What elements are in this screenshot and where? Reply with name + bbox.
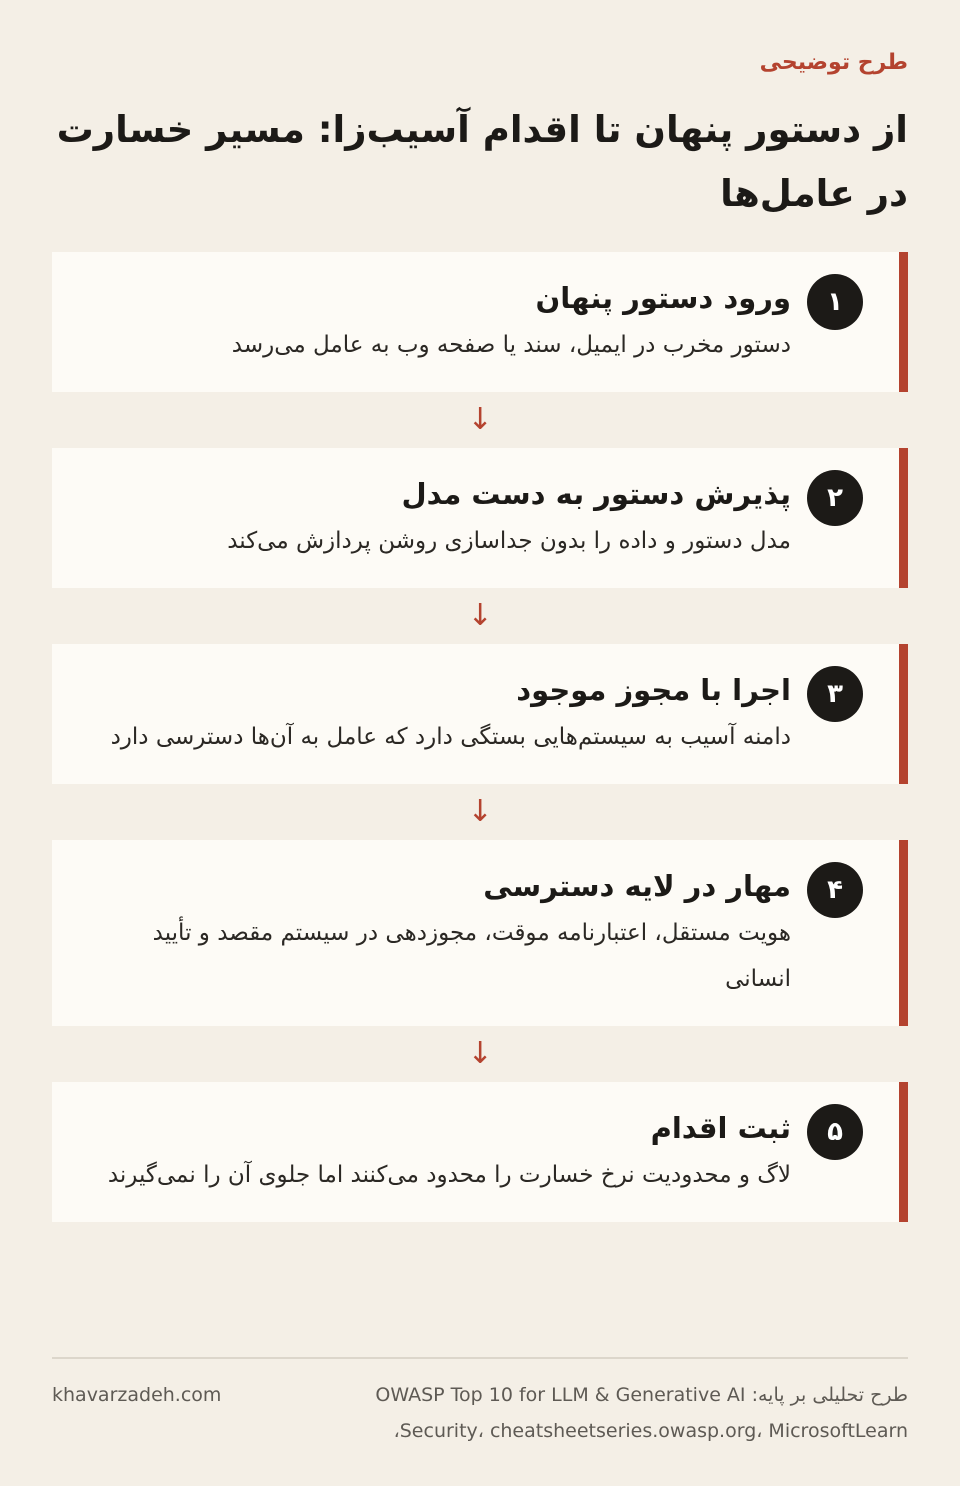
- step-description: مدل دستور و داده را بدون جداسازی روشن پردازش می‌کند: [227, 528, 791, 554]
- step-card-1: [52, 252, 908, 392]
- step-description: لاگ و محدودیت نرخ خسارت را محدود می‌کنند اما جلوی آن را نمی‌گیرند: [107, 1162, 791, 1188]
- down-arrow-icon: ↓: [467, 1036, 493, 1071]
- down-arrow-icon: ↓: [467, 794, 493, 829]
- step-number-badge: ۲: [807, 470, 863, 526]
- step-title: ثبت اقدام: [650, 1111, 791, 1145]
- site-link[interactable]: khavarzadeh.com: [52, 1384, 222, 1406]
- step-description: دامنه آسیب به سیستم‌هایی بستگی دارد که عامل به آن‌ها دسترسی دارد: [110, 724, 791, 750]
- footer: [52, 1357, 908, 1442]
- step-number-badge: ۳: [807, 666, 863, 722]
- source-note: طرح تحلیلی بر پایه: OWASP Top 10 for LLM & Generative AI Security، cheatsheetseries.owasp.org، MicrosoftLearn،: [375, 1384, 908, 1442]
- step-description: دستور مخرب در ایمیل، سند یا صفحه وب به عامل می‌رسد: [231, 332, 791, 358]
- kicker-label: طرح توضیحی: [759, 50, 908, 75]
- step-number-badge: ۵: [807, 1104, 863, 1160]
- step-title: ورود دستور پنهان: [535, 281, 791, 315]
- step-title: اجرا با مجوز موجود: [516, 673, 791, 707]
- step-number-badge: ۴: [807, 862, 863, 918]
- down-arrow-icon: ↓: [467, 402, 493, 437]
- step-description: هویت مستقل، اعتبارنامه موقت، مجوزدهی در سیستم مقصد و تأیید انسانی: [152, 920, 791, 992]
- steps-flow: [52, 252, 908, 1222]
- down-arrow-icon: ↓: [467, 598, 493, 633]
- step-number-badge: ۱: [807, 274, 863, 330]
- step-card-2: [52, 448, 908, 588]
- step-card-4: [52, 840, 908, 1026]
- step-card-3: [52, 644, 908, 784]
- step-title: مهار در لایه دسترسی: [483, 869, 791, 903]
- page-title: از دستور پنهان تا اقدام آسیب‌زا: مسیر خسارت در عامل‌ها: [56, 108, 908, 215]
- step-card-5: [52, 1082, 908, 1222]
- step-title: پذیرش دستور به دست مدل: [401, 477, 791, 511]
